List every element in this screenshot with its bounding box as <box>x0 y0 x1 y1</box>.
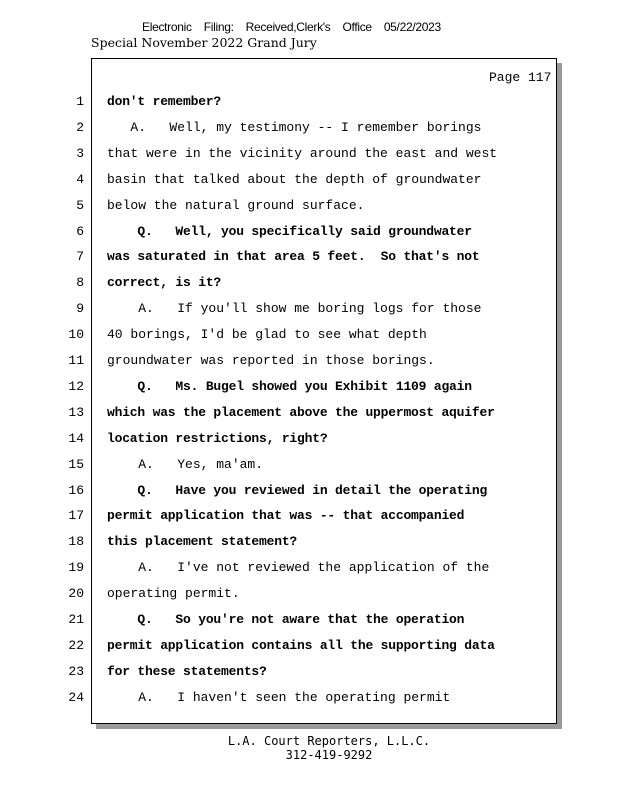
page-number: Page 117 <box>489 70 552 85</box>
transcript-line: correct, is it? <box>107 275 222 290</box>
transcript-line: don't remember? <box>107 94 222 109</box>
transcript-line: A. If you'll show me boring logs for those <box>107 301 482 316</box>
line-number: 8 <box>76 275 84 290</box>
transcript-line: Q. Have you reviewed in detail the operating <box>107 483 488 498</box>
line-number: 1 <box>76 94 84 109</box>
line-number: 17 <box>68 508 84 523</box>
line-number: 24 <box>68 690 84 705</box>
transcript-line: that were in the vicinity around the east and west <box>107 146 498 161</box>
transcript-line: groundwater was reported in those borings. <box>107 353 435 368</box>
transcript-line: this placement statement? <box>107 534 298 549</box>
filing-stamp <box>142 20 453 34</box>
transcript-line: Q. Well, you specifically said groundwater <box>107 224 472 239</box>
line-number: 10 <box>68 327 84 342</box>
line-number: 2 <box>76 120 84 135</box>
transcript-line: location restrictions, right? <box>107 431 328 446</box>
transcript-line: A. Yes, ma'am. <box>107 457 264 472</box>
filing-word: Office <box>342 20 372 34</box>
line-number: 21 <box>68 612 84 627</box>
transcript-line: was saturated in that area 5 feet. So that's not <box>107 249 480 264</box>
transcript-line: Q. So you're not aware that the operation <box>107 612 465 627</box>
line-number: 9 <box>76 301 84 316</box>
transcript-line: A. Well, my testimony -- I remember borings <box>107 120 482 135</box>
transcript-line: basin that talked about the depth of groundwater <box>107 172 482 187</box>
transcript-line: for these statements? <box>107 664 267 679</box>
footer-phone: 312-419-9292 <box>285 748 373 762</box>
jury-title: Special November 2022 Grand Jury <box>91 35 317 50</box>
line-number: 4 <box>76 172 84 187</box>
line-number: 20 <box>68 586 84 601</box>
transcript-line: below the natural ground surface. <box>107 198 365 213</box>
transcript-line: which was the placement above the uppermost aquifer <box>107 405 495 420</box>
transcript-line: A. I haven't seen the operating permit <box>107 690 451 705</box>
line-number: 6 <box>76 224 84 239</box>
line-number: 11 <box>68 353 84 368</box>
line-number: 7 <box>76 249 84 264</box>
line-number: 3 <box>76 146 84 161</box>
line-number: 15 <box>68 457 84 472</box>
line-number: 19 <box>68 560 84 575</box>
filing-word: Filing: <box>203 20 234 34</box>
filing-word: 05/22/2023 <box>383 20 441 34</box>
line-number: 14 <box>68 431 84 446</box>
line-number: 13 <box>68 405 84 420</box>
line-number: 5 <box>76 198 84 213</box>
transcript-line: operating permit. <box>107 586 240 601</box>
line-number: 12 <box>68 379 84 394</box>
filing-word: Electronic <box>142 20 192 34</box>
transcript-line: permit application contains all the supporting data <box>107 638 495 653</box>
transcript-line: permit application that was -- that accompanied <box>107 508 465 523</box>
line-number: 23 <box>68 664 84 679</box>
transcript-line: A. I've not reviewed the application of the <box>107 560 490 575</box>
line-number: 18 <box>68 534 84 549</box>
filing-word: Received,Clerk's <box>245 20 331 34</box>
transcript-line: 40 borings, I'd be glad to see what depth <box>107 327 427 342</box>
footer-company: L.A. Court Reporters, L.L.C. <box>227 734 431 748</box>
line-number: 22 <box>68 638 84 653</box>
transcript-line: Q. Ms. Bugel showed you Exhibit 1109 again <box>107 379 472 394</box>
line-number: 16 <box>68 483 84 498</box>
